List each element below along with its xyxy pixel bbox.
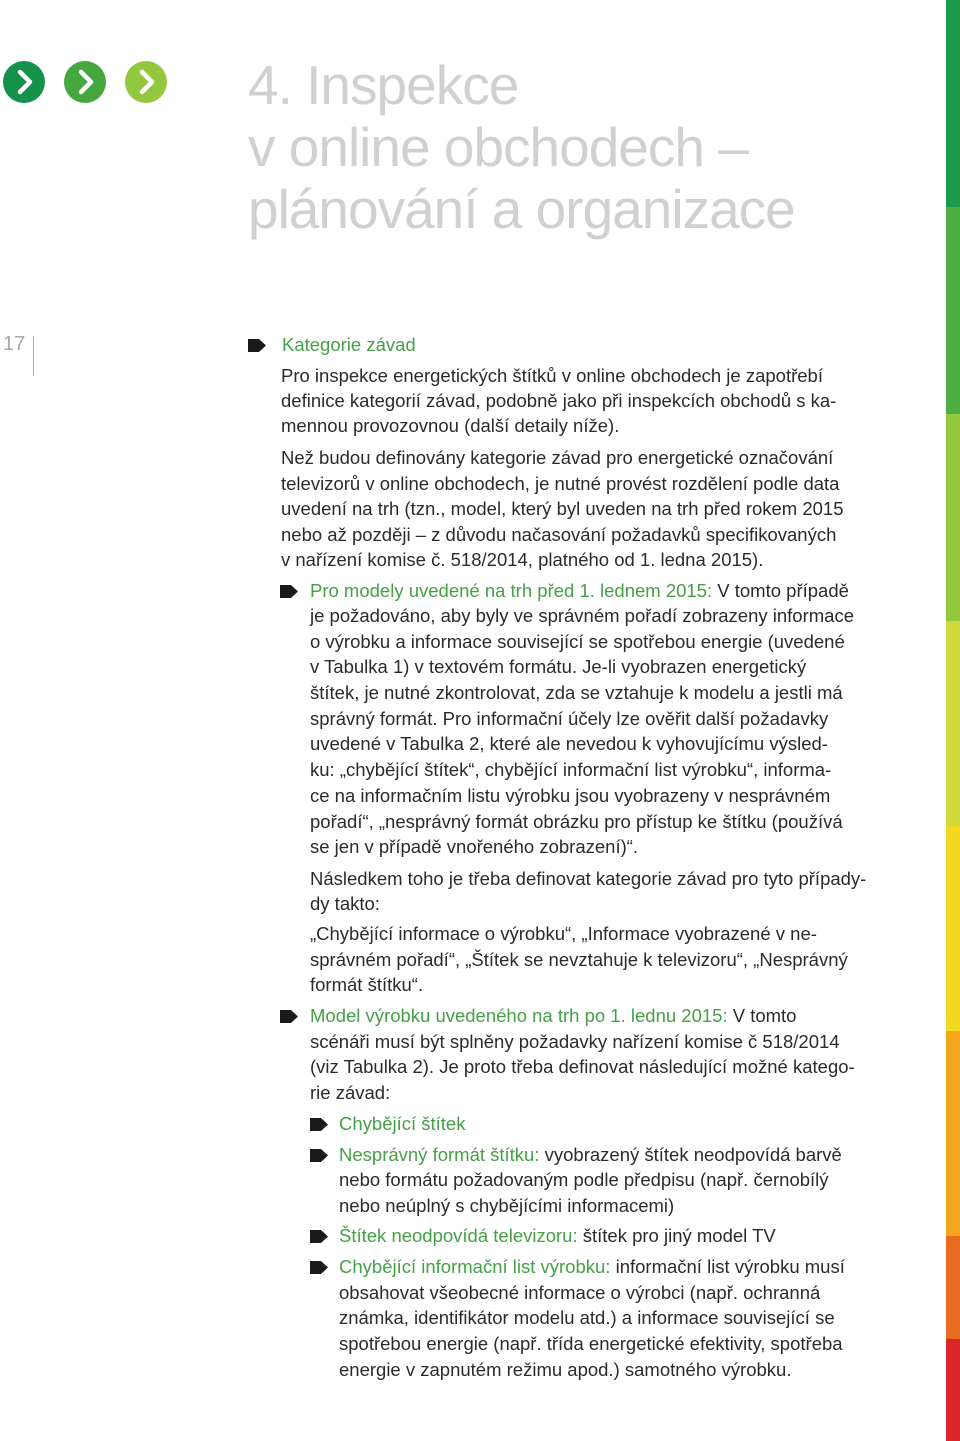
title-line: v online obchodech – bbox=[248, 116, 748, 178]
text-line: obsahovat všeobecné informace o výrobci (např. ochranná bbox=[339, 1282, 821, 1303]
text-line: definice kategorií závad, podobně jako při inspekcích obchodů s ka- bbox=[281, 390, 837, 411]
page-number: 17 bbox=[3, 333, 26, 355]
text-line: správném pořadí“, „Štítek se nevztahuje k televizoru“, „Nesprávný bbox=[310, 949, 848, 970]
text-line: mennou provozovnou (další detaily níže). bbox=[281, 415, 620, 436]
text-line: spotřebou energie (např. třída energetické efektivity, spotřeba bbox=[339, 1333, 843, 1354]
text-line: energie v zapnutém režimu apod.) samotného výrobku. bbox=[339, 1359, 792, 1380]
defect-category-label: Chybějící štítek bbox=[339, 1113, 466, 1134]
text-line: rie závad: bbox=[310, 1082, 391, 1103]
text-line: v Tabulka 1) v textovém formátu. Je-li vyobrazen energetický bbox=[310, 656, 807, 677]
text-line bbox=[310, 1003, 796, 1028]
text-line: uvedené v Tabulka 2, které ale nevedou k vyhovujícímu výsled- bbox=[310, 733, 828, 754]
text-line: v nařízení komise č. 518/2014, platného od 1. ledna 2015). bbox=[281, 549, 764, 570]
text-line: správný formát. Pro informační účely lze ověřit další požadavky bbox=[310, 708, 829, 729]
text-fragment: vyobrazený štítek neodpovídá barvě bbox=[539, 1144, 842, 1165]
defect-category-label: Nesprávný formát štítku: bbox=[339, 1144, 540, 1165]
text-line: pořadí“, „nesprávný formát obrázku pro přístup ke štítku (používá bbox=[310, 811, 843, 832]
subheading-after-2015: Model výrobku uvedeného na trh po 1. lednu 2015: bbox=[310, 1005, 728, 1026]
text-line: štítek, je nutné zkontrolovat, zda se vztahuje k modelu a jestli má bbox=[310, 682, 843, 703]
chevron-right-icon bbox=[64, 61, 106, 103]
section-heading: Kategorie závad bbox=[282, 334, 416, 355]
text-fragment: V tomto případě bbox=[712, 580, 849, 601]
bullet-icon bbox=[310, 1230, 328, 1243]
bullet-icon bbox=[310, 1261, 328, 1274]
chevron-right-icon bbox=[125, 61, 167, 103]
bullet-icon bbox=[310, 1118, 328, 1131]
text-line: Než budou definovány kategorie závad pro energetické označování bbox=[281, 447, 834, 468]
text-line: (viz Tabulka 2). Je proto třeba definovat následující možné katego- bbox=[310, 1056, 855, 1077]
text-fragment: informační list výrobku musí bbox=[610, 1256, 845, 1277]
text-fragment: V tomto bbox=[727, 1005, 797, 1026]
chevron-right-icon bbox=[3, 61, 45, 103]
defect-category-label: Štítek neodpovídá televizoru: bbox=[339, 1225, 578, 1246]
bullet-icon bbox=[310, 1149, 328, 1162]
text-line: o výrobku a informace související se spotřebou energie (uvedené bbox=[310, 631, 845, 652]
text-line: dy takto: bbox=[310, 893, 380, 914]
text-line bbox=[339, 1254, 845, 1279]
text-line: známka, identifikátor modelu atd.) a informace související se bbox=[339, 1307, 835, 1328]
text-line bbox=[339, 1223, 776, 1248]
bullet-icon bbox=[280, 1010, 298, 1023]
text-line: nebo neúplný s chybějícími informacemi) bbox=[339, 1195, 675, 1216]
text-line: scénáři musí být splněny požadavky nařízení komise č 518/2014 bbox=[310, 1031, 840, 1052]
subheading-before-2015: Pro modely uvedené na trh před 1. lednem 2015: bbox=[310, 580, 713, 601]
text-fragment: štítek pro jiný model TV bbox=[577, 1225, 776, 1246]
text-line: ce na informačním listu výrobku jsou vyobrazeny v nesprávném bbox=[310, 785, 831, 806]
text-line: Pro inspekce energetických štítků v online obchodech je zapotřebí bbox=[281, 365, 823, 386]
text-line: uvedení na trh (tzn., model, který byl uveden na trh před rokem 2015 bbox=[281, 498, 844, 519]
text-line: ku: „chybějící štítek“, chybějící informační list výrobku“, informa- bbox=[310, 759, 832, 780]
defect-category-label: Chybějící informační list výrobku: bbox=[339, 1256, 611, 1277]
text-line: formát štítku“. bbox=[310, 974, 424, 995]
text-line bbox=[339, 1142, 842, 1167]
text-line: Následkem toho je třeba definovat kategorie závad pro tyto případy- bbox=[310, 868, 867, 889]
text-line: televizorů v online obchodech, je nutné provést rozdělení podle data bbox=[281, 473, 840, 494]
title-line: plánování a organizace bbox=[248, 178, 795, 240]
page-title bbox=[248, 54, 795, 240]
text-line: se jen v případě vnořeného zobrazení)“. bbox=[310, 836, 639, 857]
title-line: 4. Inspekce bbox=[248, 54, 519, 116]
bullet-icon bbox=[280, 585, 298, 598]
text-line: nebo až později – z důvodu načasování požadavků specifikovaných bbox=[281, 524, 837, 545]
text-line bbox=[310, 578, 849, 603]
text-line: je požadováno, aby byly ve správném pořadí zobrazeny informace bbox=[310, 605, 854, 626]
text-line: nebo formátu požadovaným podle předpisu (např. černobílý bbox=[339, 1169, 829, 1190]
text-line: „Chybějící informace o výrobku“, „Informace vyobrazené v ne- bbox=[310, 923, 817, 944]
page-number-divider bbox=[33, 336, 34, 376]
bullet-icon bbox=[248, 339, 266, 352]
